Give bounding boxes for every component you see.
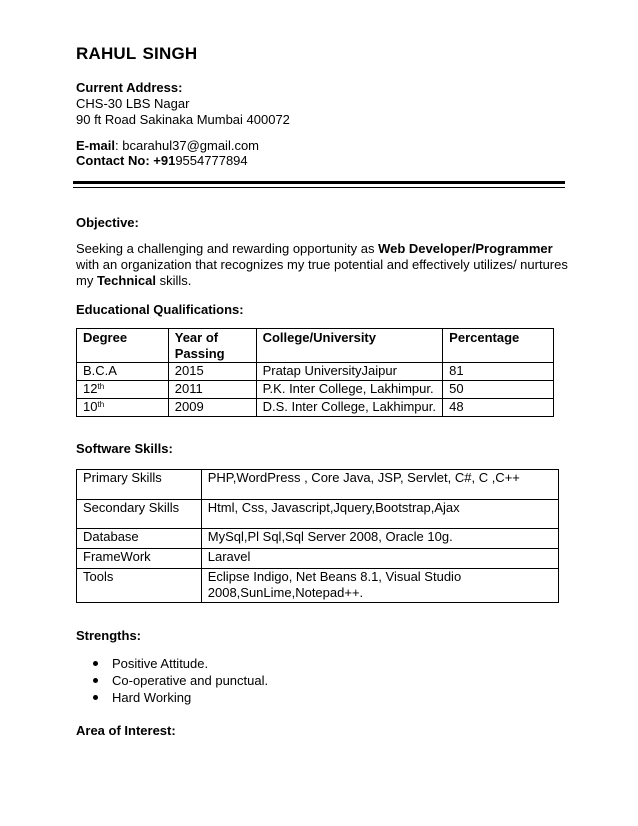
software-skills-table <box>76 469 559 603</box>
degree-cell <box>77 381 169 399</box>
education-heading: Educational Qualifications: <box>76 302 244 317</box>
percentage-cell: 81 <box>443 363 554 381</box>
candidate-name <box>76 44 197 64</box>
degree-text: B.C.A <box>83 363 117 378</box>
objective-skill-word: Technical <box>96 273 156 288</box>
address-line-2: 90 ft Road Sakinaka Mumbai 400072 <box>76 112 290 127</box>
table-row <box>77 500 559 529</box>
college-cell: D.S. Inter College, Lakhimpur. <box>256 399 443 417</box>
contact-label: Contact No: +91 <box>76 153 176 168</box>
skill-label-cell: Database <box>77 529 202 549</box>
percentage-cell: 50 <box>443 381 554 399</box>
skill-value-cell: PHP,WordPress , Core Java, JSP, Servlet, C#, C ,C++ <box>201 470 558 500</box>
objective-text <box>76 241 568 289</box>
skill-value-cell: Eclipse Indigo, Net Beans 8.1, Visual Studio 2008,SunLime,Notepad++. <box>201 569 558 603</box>
objective-text-part-2: with an organization that recognizes my true potential and effectively utilizes/ nurtures my <box>76 257 568 288</box>
address-heading: Current Address: <box>76 80 183 95</box>
objective-heading: Objective: <box>76 215 139 230</box>
email-value: : bcarahul37@gmail.com <box>115 138 259 153</box>
list-item: Positive Attitude. <box>92 655 268 672</box>
degree-suffix: th <box>97 400 105 409</box>
table-row <box>77 363 554 381</box>
skill-label-cell: Primary Skills <box>77 470 202 500</box>
skill-label-cell: Secondary Skills <box>77 500 202 529</box>
skill-label-cell: FrameWork <box>77 549 202 569</box>
education-header-row <box>77 329 554 363</box>
degree-text: 10 <box>83 399 98 414</box>
header-divider-thick <box>73 181 565 184</box>
strengths-heading: Strengths: <box>76 628 141 643</box>
column-header-college: College/University <box>256 329 443 363</box>
column-header-year: Year of Passing <box>168 329 256 363</box>
year-cell: 2009 <box>168 399 256 417</box>
table-row <box>77 549 559 569</box>
education-table <box>76 328 554 417</box>
header-divider-thin <box>73 187 565 188</box>
degree-text: 12 <box>83 381 98 396</box>
skill-value-cell: Laravel <box>201 549 558 569</box>
table-row <box>77 381 554 399</box>
objective-text-part-3: skills. <box>155 273 192 288</box>
last-name: SINGH <box>142 44 198 63</box>
skill-value-cell: MySql,Pl Sql,Sql Server 2008, Oracle 10g. <box>201 529 558 549</box>
year-cell: 2015 <box>168 363 256 381</box>
skill-label-cell: Tools <box>77 569 202 603</box>
objective-role: Web Developer/Programmer <box>378 241 553 256</box>
software-heading: Software Skills: <box>76 441 173 456</box>
year-cell: 2011 <box>168 381 256 399</box>
degree-cell <box>77 399 169 417</box>
college-cell: P.K. Inter College, Lakhimpur. <box>256 381 443 399</box>
college-cell: Pratap UniversityJaipur <box>256 363 443 381</box>
contact-line <box>76 153 248 168</box>
strengths-list <box>92 655 268 706</box>
table-row <box>77 470 559 500</box>
table-row <box>77 529 559 549</box>
table-row <box>77 399 554 417</box>
column-header-degree: Degree <box>77 329 169 363</box>
address-line-1: CHS-30 LBS Nagar <box>76 96 190 111</box>
degree-cell <box>77 363 169 381</box>
skill-value-cell: Html, Css, Javascript,Jquery,Bootstrap,Ajax <box>201 500 558 529</box>
list-item: Hard Working <box>92 689 268 706</box>
column-header-percentage: Percentage <box>443 329 554 363</box>
email-line <box>76 138 259 153</box>
table-row <box>77 569 559 603</box>
list-item: Co-operative and punctual. <box>92 672 268 689</box>
objective-text-part-1: Seeking a challenging and rewarding opportunity as <box>76 241 379 256</box>
first-name: RAHUL <box>76 44 137 63</box>
percentage-cell: 48 <box>443 399 554 417</box>
area-of-interest-heading: Area of Interest: <box>76 723 176 738</box>
contact-number: 9554777894 <box>175 153 248 168</box>
degree-suffix: th <box>97 382 105 391</box>
email-label: E-mail <box>76 138 116 153</box>
